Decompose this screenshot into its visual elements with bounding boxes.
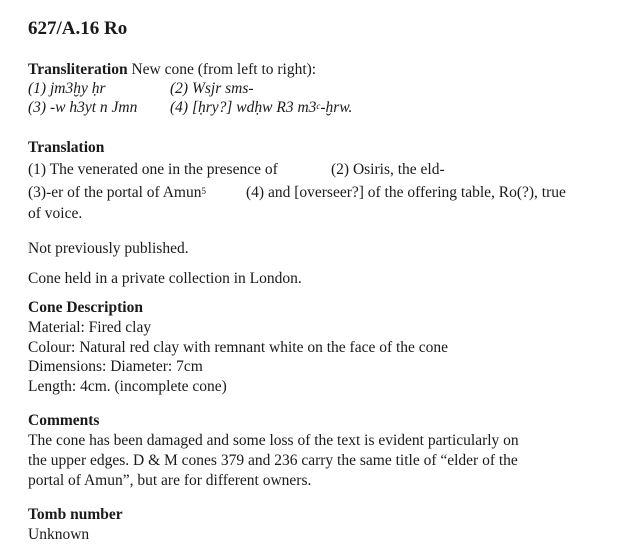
tomb-number-heading: Tomb number	[28, 506, 123, 523]
cone-colour: Colour: Natural red clay with remnant white on the face of the cone	[28, 339, 449, 356]
transliteration-heading-line	[28, 60, 316, 80]
cone-dimensions: Dimensions: Diameter: 7cm	[28, 358, 203, 375]
transliteration-line-2	[28, 98, 353, 118]
transliteration-line1-col1: (1) jm3ḫy ḥr	[28, 80, 106, 97]
transliteration-line-1	[28, 79, 254, 99]
transliteration-intro: New cone (from left to right):	[131, 61, 317, 78]
cone-length: Length: 4cm. (incomplete cone)	[28, 378, 227, 395]
translation-line-2	[28, 183, 566, 203]
transliteration-line1-col2: (2) Wsjr sms-	[170, 80, 254, 97]
comments-line-2: the upper edges. D & M cones 379 and 236 carry the same title of “elder of the	[28, 452, 518, 469]
tomb-number-value: Unknown	[28, 526, 90, 543]
translation-line2-b-wrap	[246, 183, 566, 203]
translation-line-1	[28, 160, 445, 180]
translation-line1-b: (2) Osiris, the eld-	[331, 161, 445, 178]
transliteration-line2-col2-a: (4) [ḥry?] wdḥw R3 m3	[170, 99, 317, 116]
transliteration-line2-col1: (3) -w h3yt n Jmn	[28, 99, 138, 116]
publication-note: Not previously published.	[28, 240, 189, 257]
transliteration-line2-col2-b: -ḫrw.	[320, 99, 353, 116]
translation-line2-a: (3)-er of the portal of Amun	[28, 184, 202, 201]
cone-description-heading: Cone Description	[28, 299, 143, 316]
translation-line2-b: (4) and [overseer?] of the offering table, Ro(?), true	[246, 184, 566, 201]
comments-heading: Comments	[28, 412, 100, 429]
translation-footnote-marker: 5	[201, 186, 206, 196]
transliteration-heading: Transliteration	[28, 61, 128, 78]
cone-material: Material: Fired clay	[28, 319, 152, 336]
transliteration-line2-col2-wrap	[170, 98, 352, 118]
translation-heading: Translation	[28, 139, 105, 156]
comments-line-1: The cone has been damaged and some loss of the text is evident particularly on	[28, 432, 519, 449]
transliteration-line2-superscript: c	[316, 101, 321, 111]
translation-line-3: of voice.	[28, 205, 83, 222]
translation-line1-a: (1) The venerated one in the presence of	[28, 161, 278, 178]
collection-note: Cone held in a private collection in London.	[28, 270, 302, 287]
page-title: 627/A.16 Ro	[28, 18, 128, 39]
comments-line-3: portal of Amun”, but are for different owners.	[28, 472, 312, 489]
translation-line1-b-wrap	[331, 160, 445, 180]
transliteration-line1-col2-wrap	[170, 79, 254, 99]
